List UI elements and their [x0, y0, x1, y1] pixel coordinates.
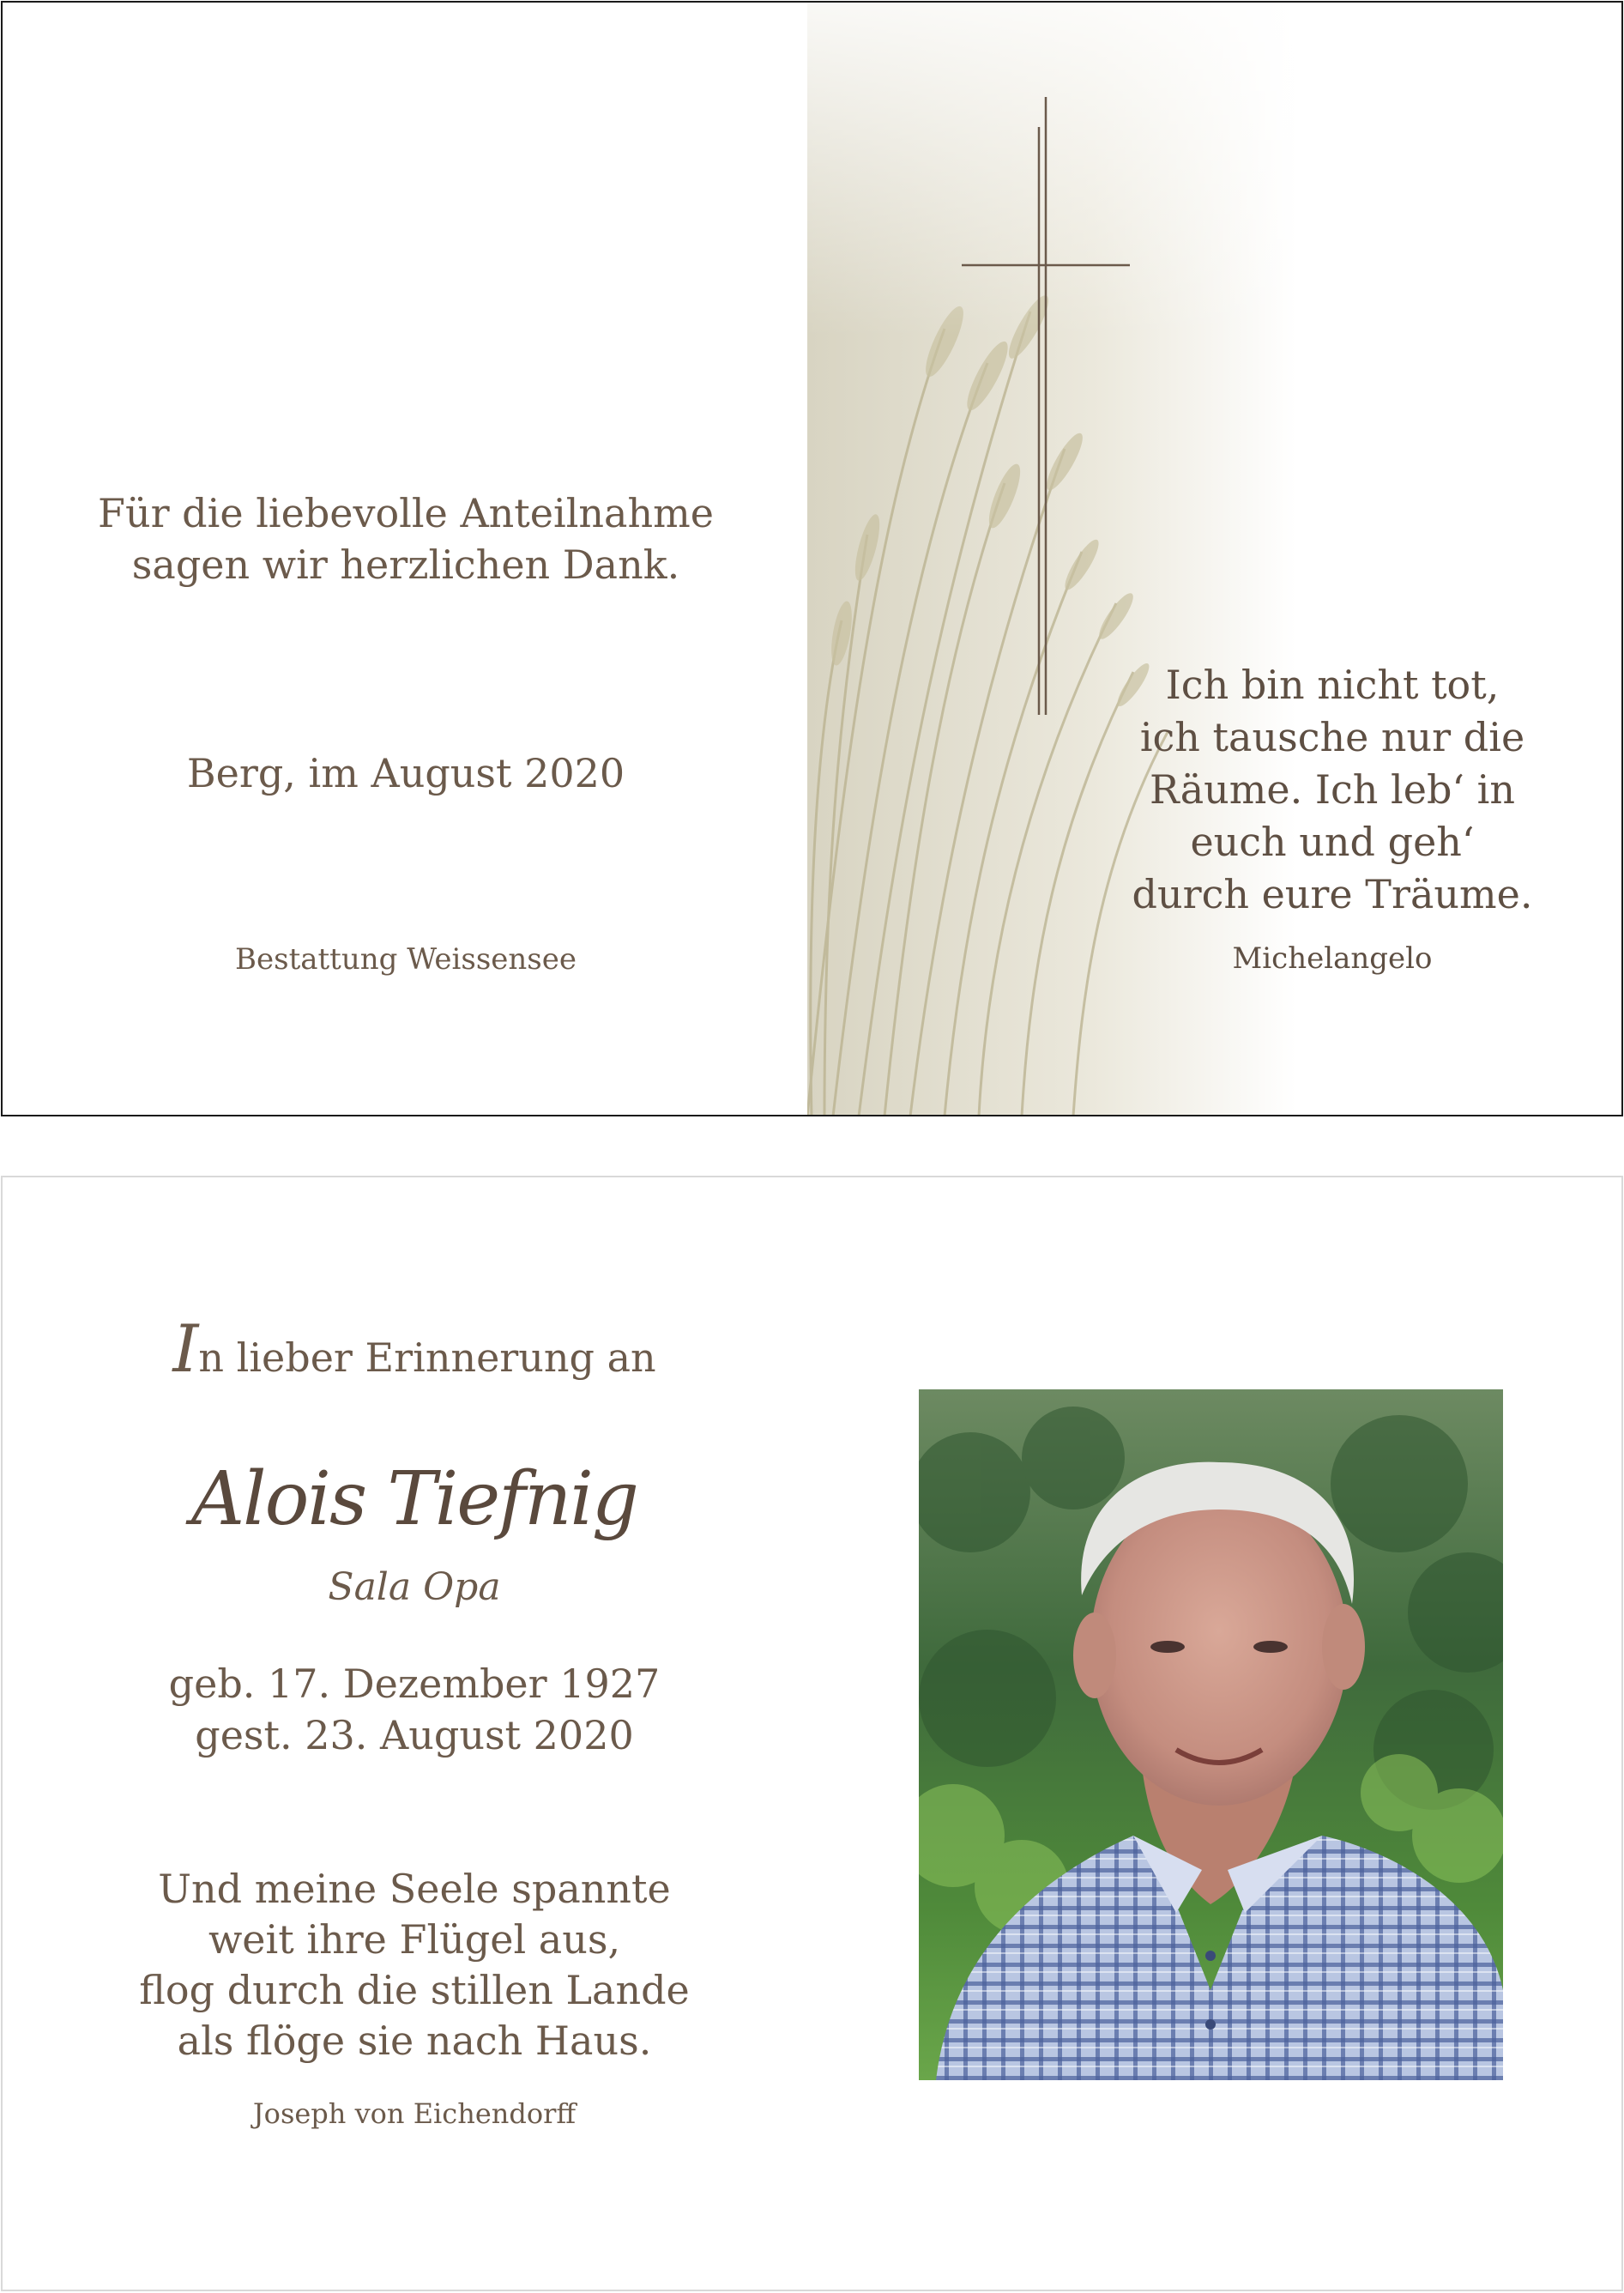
in-memory-text: n lieber Erinnerung an	[198, 1334, 656, 1381]
quote-line-5: durch eure Träume.	[1132, 871, 1533, 917]
poem-line-2: weit ihre Flügel aus,	[208, 1916, 621, 1963]
memorial-card	[1, 1176, 1623, 2291]
life-dates	[106, 1658, 723, 1761]
quote-line-3: Räume. Ich leb‘ in	[1150, 766, 1515, 813]
thanks-line-1: Für die liebevolle Anteilnahme	[98, 490, 714, 536]
death-date: gest. 23. August 2020	[195, 1712, 634, 1758]
birth-date: geb. 17. Dezember 1927	[168, 1661, 661, 1707]
poem-line-1: Und meine Seele spannte	[158, 1866, 671, 1912]
place-date: Berg, im August 2020	[186, 750, 625, 796]
eichendorff-poem	[106, 1864, 723, 2066]
quote-author: Michelangelo	[1232, 941, 1433, 976]
funeral-home: Bestattung Weissensee	[235, 942, 577, 977]
quote-line-4: euch und geh‘	[1190, 819, 1475, 865]
deceased-name: Alois Tiefnig	[191, 1456, 637, 1542]
thanks-line-2: sagen wir herzlichen Dank.	[131, 541, 680, 588]
michelangelo-quote	[1092, 659, 1573, 921]
in-memory-heading	[106, 1310, 723, 1387]
portrait-photo	[919, 1389, 1503, 2080]
nickname: Sala Opa	[328, 1565, 501, 1609]
thanks-text	[3, 487, 809, 590]
quote-line-1: Ich bin nicht tot,	[1165, 662, 1500, 708]
quote-line-2: ich tausche nur die	[1139, 714, 1525, 760]
thank-you-card	[1, 1, 1623, 1116]
poem-line-4: als flöge sie nach Haus.	[177, 2018, 652, 2064]
poem-line-3: flog durch die stillen Lande	[139, 1967, 690, 2013]
poem-author: Joseph von Eichendorff	[252, 2097, 577, 2130]
in-memory-initial: I	[172, 1310, 199, 1387]
